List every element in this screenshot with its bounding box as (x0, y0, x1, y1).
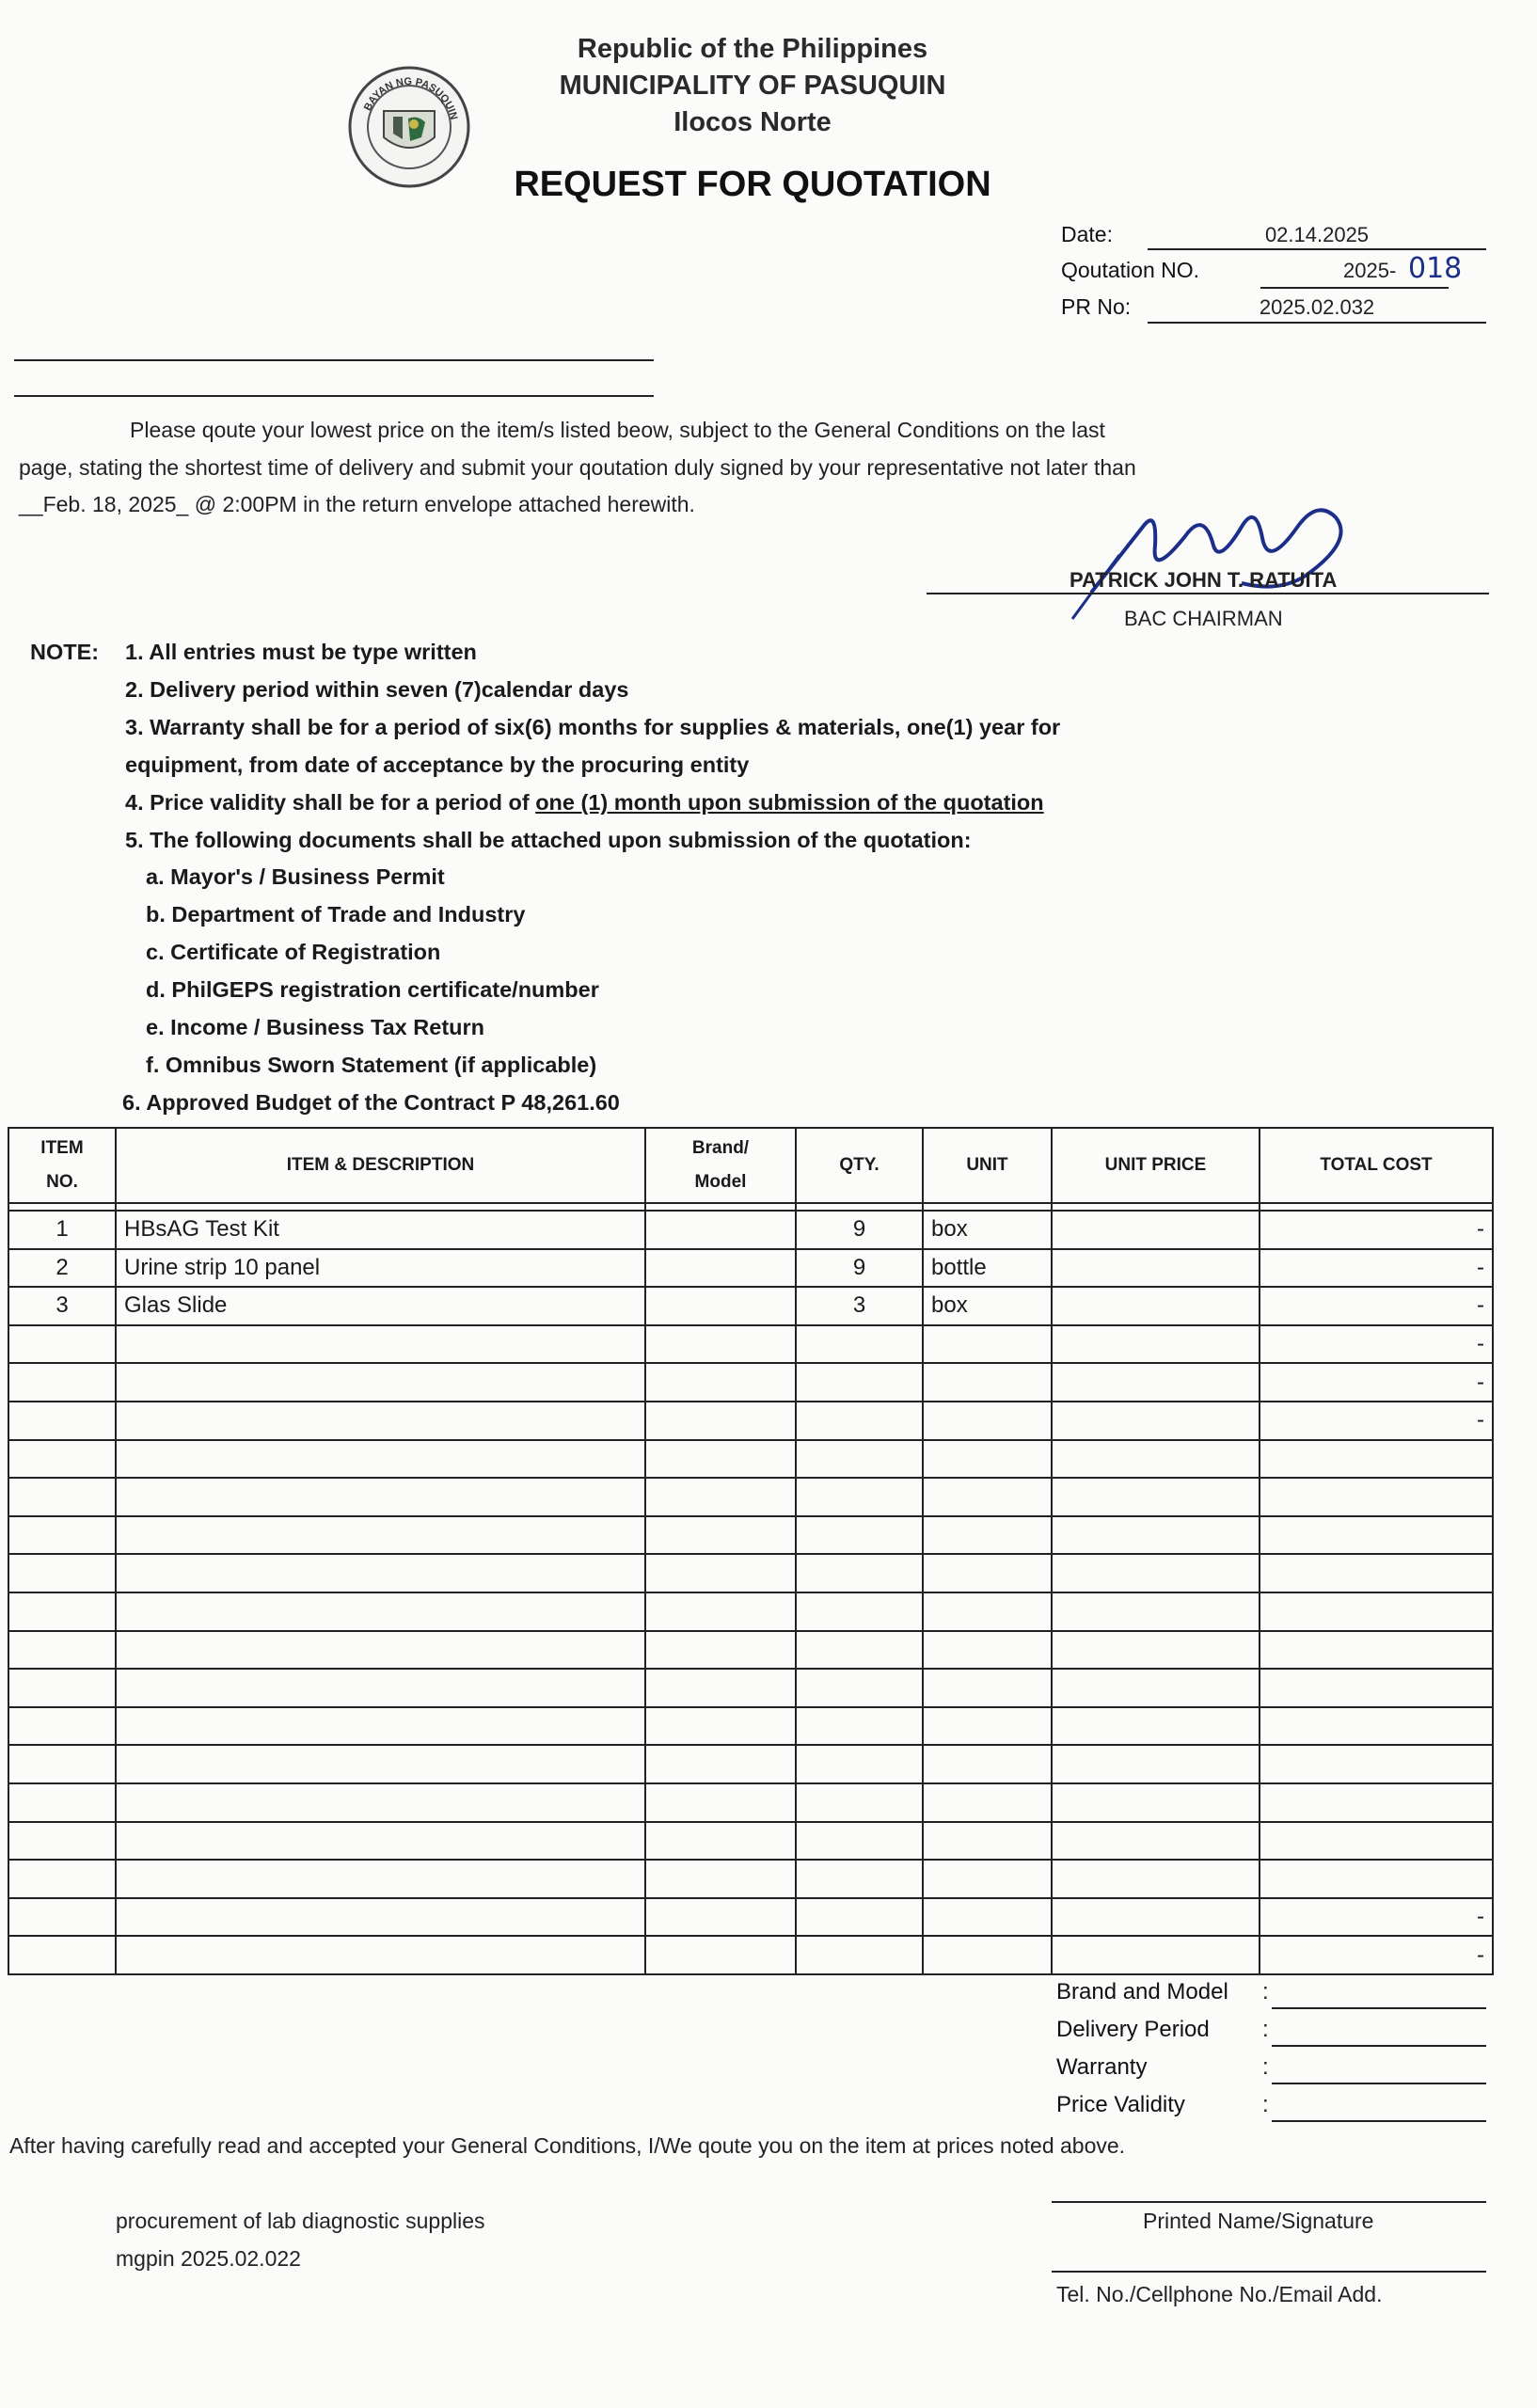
item-no-cell (8, 1325, 116, 1364)
qty-cell (796, 1554, 923, 1592)
total-cost-cell: - (1260, 1898, 1493, 1937)
note-item: 1. All entries must be type written (125, 640, 477, 664)
unit-cell (923, 1363, 1052, 1402)
tel-line (1052, 2271, 1486, 2273)
unit-price-cell (1052, 1745, 1260, 1783)
tel-label: Tel. No./Cellphone No./Email Add. (1056, 2282, 1383, 2306)
description-cell (116, 1516, 645, 1555)
doc-item: b. Department of Trade and Industry (146, 902, 526, 927)
table-row (8, 1211, 1493, 1249)
signatory-position: BAC CHAIRMAN (1124, 607, 1283, 630)
blank-line (14, 359, 654, 361)
unit-price-cell (1052, 1287, 1260, 1325)
total-cost-cell (1260, 1783, 1493, 1822)
item-no-cell (8, 1669, 116, 1707)
note-text: 4. Price validity shall be for a period of (125, 790, 536, 815)
table-row (8, 1631, 1493, 1670)
col-description: ITEM & DESCRIPTION (116, 1128, 645, 1203)
item-no-cell (8, 1822, 116, 1861)
brand-cell (645, 1860, 796, 1898)
unit-price-cell (1052, 1860, 1260, 1898)
price-validity-label: Price Validity (1056, 2092, 1185, 2117)
table-gap (8, 1203, 1493, 1211)
total-cost-cell (1260, 1478, 1493, 1516)
qty-cell (796, 1440, 923, 1479)
unit-cell (923, 1898, 1052, 1937)
col-total-cost: TOTAL COST (1260, 1128, 1493, 1203)
colon: : (1262, 1979, 1269, 2004)
doc-item: d. PhilGEPS registration certificate/number (146, 977, 599, 1002)
description-cell (116, 1898, 645, 1937)
note-item: 3. Warranty shall be for a period of six(6) months for supplies & materials, one(1) year for (125, 715, 1061, 739)
colon: : (1262, 2092, 1269, 2117)
unit-cell: bottle (923, 1249, 1052, 1288)
total-cost-cell (1260, 1707, 1493, 1746)
qty-cell (796, 1516, 923, 1555)
col-unit: UNIT (923, 1128, 1052, 1203)
qty-cell (796, 1822, 923, 1861)
unit-cell (923, 1440, 1052, 1479)
total-cost-cell (1260, 1554, 1493, 1592)
unit-price-cell (1052, 1440, 1260, 1479)
qty-cell (796, 1631, 923, 1670)
brand-cell (645, 1669, 796, 1707)
unit-price-cell (1052, 1822, 1260, 1861)
table-row (8, 1363, 1493, 1402)
brand-cell (645, 1745, 796, 1783)
intro-line: __Feb. 18, 2025_ @ 2:00PM in the return envelope attached herewith. (19, 492, 695, 516)
brand-model-label: Brand and Model (1056, 1979, 1228, 2004)
description-cell (116, 1592, 645, 1631)
col-unit-price: UNIT PRICE (1052, 1128, 1260, 1203)
unit-cell: box (923, 1287, 1052, 1325)
table-row (8, 1402, 1493, 1440)
description-cell (116, 1707, 645, 1746)
total-cost-cell: - (1260, 1287, 1493, 1325)
printed-name-line (1052, 2201, 1486, 2203)
qty-cell (796, 1592, 923, 1631)
item-no-cell (8, 1745, 116, 1783)
pr-value: 2025.02.032 (1259, 295, 1375, 319)
items-table (8, 1127, 1494, 1975)
item-no-cell (8, 1516, 116, 1555)
brand-cell (645, 1592, 796, 1631)
unit-cell (923, 1554, 1052, 1592)
total-cost-cell (1260, 1822, 1493, 1861)
table-row (8, 1898, 1493, 1937)
doc-item: a. Mayor's / Business Permit (146, 864, 445, 889)
total-cost-cell (1260, 1631, 1493, 1670)
brand-cell (645, 1898, 796, 1937)
item-no-cell: 2 (8, 1249, 116, 1288)
qty-cell (796, 1745, 923, 1783)
header-province: Ilocos Norte (673, 107, 832, 137)
item-no-cell (8, 1631, 116, 1670)
unit-price-cell (1052, 1592, 1260, 1631)
qty-cell (796, 1669, 923, 1707)
brand-cell (645, 1211, 796, 1249)
acceptance-statement: After having carefully read and accepted your General Conditions, I/We qoute you on the item at prices noted above. (9, 2133, 1126, 2158)
table-row (8, 1287, 1493, 1325)
unit-price-cell (1052, 1669, 1260, 1707)
description-cell (116, 1440, 645, 1479)
col-brand: Brand/ Model (645, 1128, 796, 1203)
qty-cell (796, 1707, 923, 1746)
note-label: NOTE: (30, 640, 100, 664)
item-no-cell (8, 1592, 116, 1631)
table-row (8, 1822, 1493, 1861)
table-row (8, 1936, 1493, 1974)
quotation-line (1260, 287, 1449, 289)
qty-cell (796, 1860, 923, 1898)
table-row (8, 1860, 1493, 1898)
brand-cell (645, 1936, 796, 1974)
brand-cell (645, 1516, 796, 1555)
total-cost-cell: - (1260, 1325, 1493, 1364)
table-row (8, 1516, 1493, 1555)
note-item (125, 790, 1044, 816)
description-cell (116, 1860, 645, 1898)
qty-cell (796, 1325, 923, 1364)
description-cell (116, 1554, 645, 1592)
unit-cell (923, 1745, 1052, 1783)
unit-cell (923, 1402, 1052, 1440)
total-cost-cell (1260, 1440, 1493, 1479)
unit-price-cell (1052, 1211, 1260, 1249)
qty-cell (796, 1898, 923, 1937)
date-line (1148, 248, 1486, 250)
unit-cell (923, 1936, 1052, 1974)
warranty-label: Warranty (1056, 2054, 1148, 2080)
printed-name-label: Printed Name/Signature (1143, 2209, 1374, 2233)
description-cell: Glas Slide (116, 1287, 645, 1325)
col-item-no: ITEM NO. (8, 1128, 116, 1203)
item-no-cell (8, 1860, 116, 1898)
date-value: 02.14.2025 (1264, 223, 1370, 246)
description-cell (116, 1669, 645, 1707)
item-no-cell (8, 1402, 116, 1440)
doc-item: c. Certificate of Registration (146, 940, 441, 964)
delivery-period-label: Delivery Period (1056, 2017, 1210, 2042)
description-cell: Urine strip 10 panel (116, 1249, 645, 1288)
total-cost-cell (1260, 1745, 1493, 1783)
total-cost-cell: - (1260, 1363, 1493, 1402)
header-republic: Republic of the Philippines (577, 34, 928, 64)
unit-price-cell (1052, 1707, 1260, 1746)
unit-price-cell (1052, 1325, 1260, 1364)
description-cell (116, 1631, 645, 1670)
unit-cell (923, 1822, 1052, 1861)
table-row (8, 1745, 1493, 1783)
total-cost-cell (1260, 1516, 1493, 1555)
col-qty: QTY. (796, 1128, 923, 1203)
warranty-line (1272, 2083, 1486, 2084)
description-cell (116, 1478, 645, 1516)
table-row (8, 1478, 1493, 1516)
brand-model-line (1272, 2007, 1486, 2009)
unit-price-cell (1052, 1783, 1260, 1822)
qty-cell (796, 1478, 923, 1516)
total-cost-cell: - (1260, 1249, 1493, 1288)
description-cell (116, 1745, 645, 1783)
table-row (8, 1440, 1493, 1479)
brand-cell (645, 1440, 796, 1479)
colon: : (1262, 2017, 1269, 2042)
qty-cell (796, 1783, 923, 1822)
intro-line: page, stating the shortest time of delivery and submit your qoutation duly signed by your representative not later than (19, 455, 1136, 480)
signature-line (927, 593, 1489, 594)
quotation-value: 2025- (1343, 259, 1397, 282)
item-no-cell (8, 1707, 116, 1746)
note-item: 5. The following documents shall be attached upon submission of the quotation: (125, 828, 972, 852)
unit-price-cell (1052, 1249, 1260, 1288)
qty-cell: 9 (796, 1211, 923, 1249)
unit-cell (923, 1783, 1052, 1822)
total-cost-cell: - (1260, 1936, 1493, 1974)
table-row (8, 1669, 1493, 1707)
description-cell (116, 1936, 645, 1974)
total-cost-cell: - (1260, 1402, 1493, 1440)
brand-cell (645, 1249, 796, 1288)
item-no-cell (8, 1478, 116, 1516)
table-row (8, 1325, 1493, 1364)
item-no-cell (8, 1783, 116, 1822)
item-no-cell (8, 1554, 116, 1592)
brand-cell (645, 1783, 796, 1822)
item-no-cell (8, 1898, 116, 1937)
doc-item: f. Omnibus Sworn Statement (if applicable) (146, 1053, 597, 1077)
item-no-cell (8, 1363, 116, 1402)
brand-cell (645, 1822, 796, 1861)
pr-line (1148, 322, 1486, 324)
unit-cell (923, 1592, 1052, 1631)
unit-cell (923, 1325, 1052, 1364)
signature (1054, 489, 1392, 621)
table-row (8, 1249, 1493, 1288)
brand-cell (645, 1325, 796, 1364)
item-no-cell (8, 1440, 116, 1479)
brand-cell (645, 1707, 796, 1746)
price-validity-line (1272, 2120, 1486, 2122)
unit-cell (923, 1516, 1052, 1555)
total-cost-cell: - (1260, 1211, 1493, 1249)
brand-cell (645, 1631, 796, 1670)
unit-cell (923, 1860, 1052, 1898)
description-cell (116, 1822, 645, 1861)
qty-cell (796, 1363, 923, 1402)
item-no-cell: 1 (8, 1211, 116, 1249)
mgpin-note: mgpin 2025.02.022 (116, 2246, 301, 2271)
qty-cell: 9 (796, 1249, 923, 1288)
item-no-cell: 3 (8, 1287, 116, 1325)
qty-cell (796, 1402, 923, 1440)
doc-item: e. Income / Business Tax Return (146, 1015, 485, 1039)
total-cost-cell (1260, 1592, 1493, 1631)
note-item: 6. Approved Budget of the Contract P 48,261.60 (122, 1090, 620, 1115)
unit-price-cell (1052, 1554, 1260, 1592)
brand-cell (645, 1287, 796, 1325)
date-label: Date: (1061, 222, 1113, 246)
table-row (8, 1783, 1493, 1822)
header-municipality: MUNICIPALITY OF PASUQUIN (559, 71, 946, 101)
table-row (8, 1592, 1493, 1631)
unit-cell (923, 1631, 1052, 1670)
unit-price-cell (1052, 1898, 1260, 1937)
table-row (8, 1707, 1493, 1746)
qty-cell: 3 (796, 1287, 923, 1325)
unit-price-cell (1052, 1516, 1260, 1555)
unit-price-cell (1052, 1936, 1260, 1974)
procurement-note: procurement of lab diagnostic supplies (116, 2209, 485, 2233)
delivery-period-line (1272, 2045, 1486, 2047)
page-title: REQUEST FOR QUOTATION (514, 165, 991, 204)
item-no-cell (8, 1936, 116, 1974)
pr-label: PR No: (1061, 294, 1132, 319)
signatory-name: PATRICK JOHN T. RATUITA (1070, 568, 1338, 592)
unit-price-cell (1052, 1402, 1260, 1440)
unit-cell (923, 1707, 1052, 1746)
brand-cell (645, 1554, 796, 1592)
unit-price-cell (1052, 1478, 1260, 1516)
note-underlined: one (1) month upon submission of the quotation (535, 790, 1044, 815)
description-cell: HBsAG Test Kit (116, 1211, 645, 1249)
quotation-handwritten: 018 (1408, 252, 1463, 285)
unit-price-cell (1052, 1363, 1260, 1402)
unit-cell (923, 1478, 1052, 1516)
unit-cell (923, 1669, 1052, 1707)
description-cell (116, 1363, 645, 1402)
seal-text: BAYAN NG PASUQUIN (361, 75, 460, 121)
colon: : (1262, 2054, 1269, 2080)
blank-line (14, 395, 654, 397)
intro-line: Please qoute your lowest price on the item/s listed beow, subject to the General Conditions on the last (130, 418, 1105, 442)
table-row (8, 1554, 1493, 1592)
description-cell (116, 1325, 645, 1364)
qty-cell (796, 1936, 923, 1974)
brand-cell (645, 1478, 796, 1516)
brand-cell (645, 1402, 796, 1440)
total-cost-cell (1260, 1860, 1493, 1898)
unit-cell: box (923, 1211, 1052, 1249)
total-cost-cell (1260, 1669, 1493, 1707)
note-item: 2. Delivery period within seven (7)calendar days (125, 677, 629, 702)
unit-price-cell (1052, 1631, 1260, 1670)
table-header-row (8, 1128, 1493, 1203)
description-cell (116, 1402, 645, 1440)
quotation-label: Qoutation NO. (1061, 258, 1200, 282)
brand-cell (645, 1363, 796, 1402)
description-cell (116, 1783, 645, 1822)
note-item: equipment, from date of acceptance by the procuring entity (125, 752, 750, 777)
